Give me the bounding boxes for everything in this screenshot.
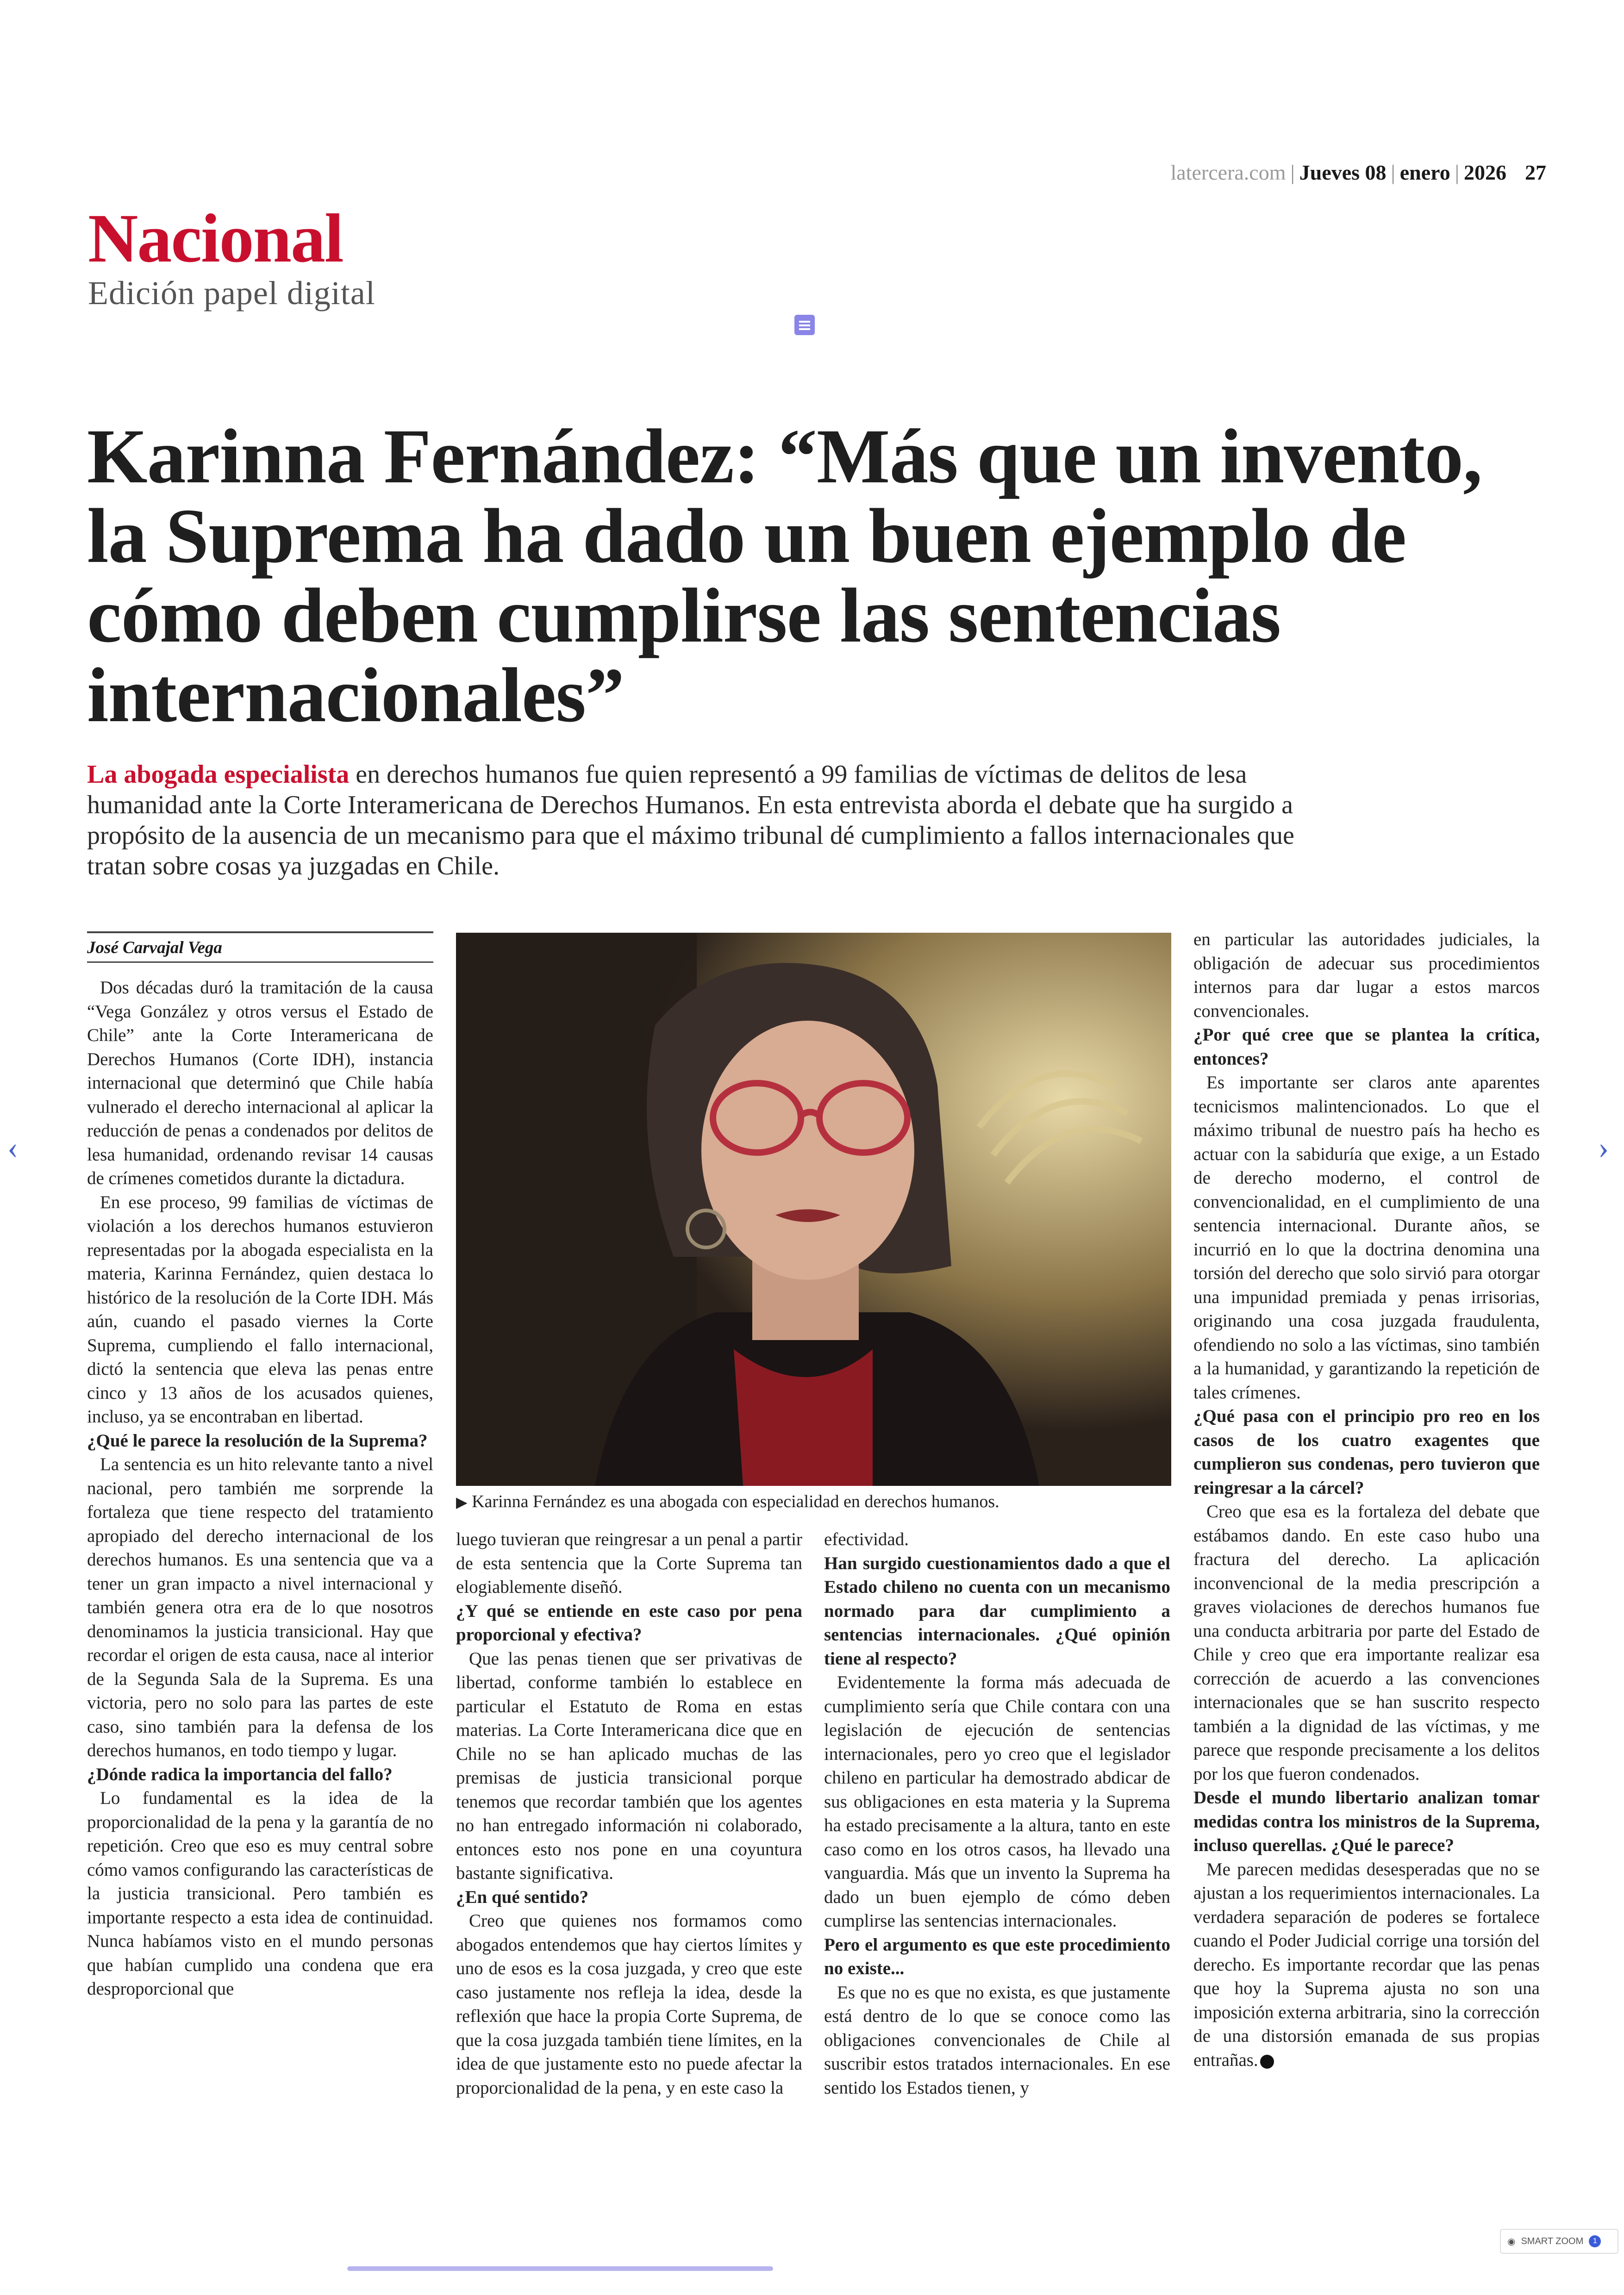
issue-year: 2026 [1464,161,1506,184]
paragraph: Dos décadas duró la tramitación de la causa “Vega González y otros versus el Estado de Chile” ante la Corte Interamericana de Derechos Humanos (Corte IDH), instancia internacional que determinó que Chile había vulnerado el derecho internacional al aplicar la reducción de penas a condenados por delitos de lesa humanidad, ordenando revisar 14 causas de crímenes cometidos durante la dictadura. [87,978,433,1188]
question: ¿En qué sentido? [456,1887,589,1907]
caption-triangle-icon: ▶ [456,1494,468,1510]
note-icon[interactable] [794,315,815,335]
question: ¿Por qué cree que se plantea la crítica, entonces? [1193,1025,1540,1069]
zoom-badge: 1 [1589,2235,1601,2247]
edition-label: Edición papel digital [88,274,375,312]
next-page-button[interactable] [1598,1129,1609,1166]
headline: Karinna Fernández: “Más que un invento, la Suprema ha dado un buen ejemplo de cómo deben cumplirse las sentencias internacionales” [87,413,1482,738]
page-meta: latercera.com | Jueves 08 | enero | 2026 27 [1170,161,1546,184]
paragraph: Creo que quienes nos formamos como abogados entendemos que hay ciertos límites y uno de esos es la cosa juzgada, y creo que este caso justamente nos refleja la idea, desde la reflexión que hace la propia Corte Suprema, de que la cosa juzgada también tiene límites, en la idea de que justamente esto no puede afectar la proporcionalidad de la pena, y en este caso la [456,1911,802,2098]
paragraph: en particular las autoridades judiciales, la obligación de adecuar sus procedimientos internos para dar lugar a estos marcos convencionales. [1193,929,1540,1021]
paragraph: Es que no es que no exista, es que justamente está dentro de lo que se conoce como las obligaciones convencionales de Chile al suscribir estos tratados internacionales. En ese sentido los Estados tienen, y [824,1982,1170,2098]
issue-month: enero [1399,161,1450,184]
paragraph [1193,1858,1540,2072]
lead-paragraph [87,759,1337,881]
issue-day: Jueves 08 [1299,161,1387,184]
article-photo [456,933,1171,1486]
chevron-left-icon: ‹ [7,1130,19,1166]
site-name: latercera.com [1170,161,1286,184]
paragraph: La sentencia es un hito relevante tanto a nivel nacional, pero también me sorprende la fortaleza que tiene respecto del tratamiento apropiado del derecho internacional de los derechos humanos. Es una sentencia que va a tener un gran impacto a nivel internacional y también genera otra era de lo que nosotros denominamos la justicia transicional. Hay que recordar el origen de esta causa, nace al interior de la Segunda Sala de la Suprema. Es una victoria, pero no solo para las partes de este caso, sino también para la defensa de los derechos humanos, en todo tiempo y lugar. [87,1454,433,1760]
byline: José Carvajal Vega [87,931,433,963]
photo-caption [456,1491,1171,1512]
question: ¿Dónde radica la importancia del fallo? [87,1764,393,1784]
article-column-4 [1193,928,1540,2072]
paragraph: Creo que esa es la fortaleza del debate que estábamos dando. En este caso hubo una fractura del derecho. La aplicación inconvencional de la media prescripción a graves violaciones de derechos humanos fue una conducta arbitraria por parte del Estado de Chile y creo que era importante realizar esa corrección de acuerdo a las convenciones internacionales que se han suscrito respecto también a la dignidad de las víctimas, y me parece que responde precisamente a los delitos por los que fueron condenados. [1193,1502,1540,1784]
question: ¿Y qué se entiende en este caso por pena proporcional y efectiva? [456,1601,802,1645]
end-of-article-icon [1260,2055,1274,2069]
question: Desde el mundo libertario analizan tomar medidas contra los ministros de la Suprema, incluso querellas. ¿Qué le parece? [1193,1788,1540,1855]
eye-icon: ◉ [1507,2236,1516,2247]
article-column-3 [824,1528,1170,2100]
question: Pero el argumento es que este procedimiento no existe... [824,1934,1170,1978]
paragraph: efectividad. [824,1529,909,1549]
previous-page-button[interactable] [7,1129,18,1166]
page-number: 27 [1525,161,1546,184]
portrait-illustration [456,933,1171,1486]
paragraph: Lo fundamental es la idea de la proporcionalidad de la pena y la garantía de no repetición. Creo que eso es muy central sobre cómo vamos configurando las características de la justicia transicional. Pero también es importante respecto a esta idea de continuidad. Nunca habíamos visto en el mundo personas que habían cumplido una condena que era desproporcional que [87,1788,433,1999]
section-title: Nacional [88,200,343,277]
paragraph: Evidentemente la forma más adecuada de cumplimiento sería que Chile contara con una legislación de ejecución de sentencias internacionales, pero yo creo que el legislador chileno en particular ha demostrado abdicar de sus obligaciones en esta materia y la Suprema ha estado precisamente a la altura, tanto en este caso como en los otros casos, ha llevado una vanguardia. Más que un invento la Suprema ha dado un buen ejemplo de cómo deben cumplirse las sentencias internacionales. [824,1672,1170,1931]
lead-kicker: La abogada especialista [87,760,350,789]
article-column-1 [87,976,433,2001]
paragraph: En ese proceso, 99 familias de víctimas de violación a los derechos humanos estuvieron representadas por la abogada especialista en la materia, Karinna Fernández, quien destaca lo histórico de la resolución de la Corte IDH. Más aún, cuando el pasado viernes la Corte Suprema, cumpliendo el fallo internacional, dictó la sentencia que eleva las penas entre cinco y 13 años de los acusados quienes, incluso, ya se encontraban en libertad. [87,1192,433,1427]
caption-text: Karinna Fernández es una abogada con especialidad en derechos humanos. [472,1492,999,1511]
lead-text: en derechos humanos fue quien representó a 99 familias de víctimas de delitos de lesa humanidad ante la Corte Interamericana de Derechos Humanos. En esta entrevista aborda el debate que ha surgido a propósito de la ausencia de un mecanismo para que el máximo tribunal dé cumplimiento a fallos internacionales que tratan sobre cosas ya juzgadas en Chile. [87,760,1294,880]
question: Han surgido cuestionamientos dado a que el Estado chileno no cuenta con un mecanismo normado para dar cumplimiento a sentencias internacionales. ¿Qué opinión tiene al respecto? [824,1553,1170,1669]
paragraph-text: Me parecen medidas desesperadas que no se ajustan a los requerimientos internacionales. La verdadera separación de poderes se fortalece cuando el Poder Judicial corrige una torsión del derecho. Es importante recordar que las penas que hoy la Suprema ajusta no son una imposición externa arbitraria, sino la corrección de una distorsión emanada de sus propias entrañas. [1193,1859,1540,2070]
question: ¿Qué pasa con el principio pro reo en los casos de los cuatro exagentes que cumplieron sus condenas, pero tuvieron que reingresar a la cárcel? [1193,1406,1540,1498]
article-column-2 [456,1528,802,2100]
reading-progress-bar [347,2266,773,2271]
paragraph: Es importante ser claros ante aparentes tecnicismos malintencionados. Lo que el máximo tribunal de nuestro país ha hecho es actuar con la sabiduría que exige, a un Estado de derecho moderno, el control de convencionalidad, en el cumplimiento de una sentencia internacional. Durante años, se incurrió en lo que la doctrina denomina una torsión del derecho que solo sirvió para otorgar una impunidad premiada y penas irrisorias, originando una cosa juzgada fraudulenta, ofendiendo no solo a las víctimas, sino también a la humanidad, y garantizando la repetición de tales crímenes. [1193,1073,1540,1403]
paragraph: luego tuvieran que reingresar a un penal a partir de esta sentencia que la Corte Suprema tan elogiablemente diseñó. [456,1529,802,1597]
smart-zoom-label: SMART ZOOM [1521,2236,1584,2246]
chevron-right-icon: › [1598,1130,1609,1166]
smart-zoom-button[interactable] [1500,2229,1618,2254]
question: ¿Qué le parece la resolución de la Suprema? [87,1430,428,1451]
paragraph: Que las penas tienen que ser privativas de libertad, conforme también lo establece en particular el Estatuto de Roma en estas materias. La Corte Interamericana dice que en Chile no se han aplicado muchas de las premisas de justicia transicional porque tenemos que recordar también que los agentes no han entregado información ni colaborado, entonces esto nos pone en una coyuntura bastante significativa. [456,1648,802,1883]
